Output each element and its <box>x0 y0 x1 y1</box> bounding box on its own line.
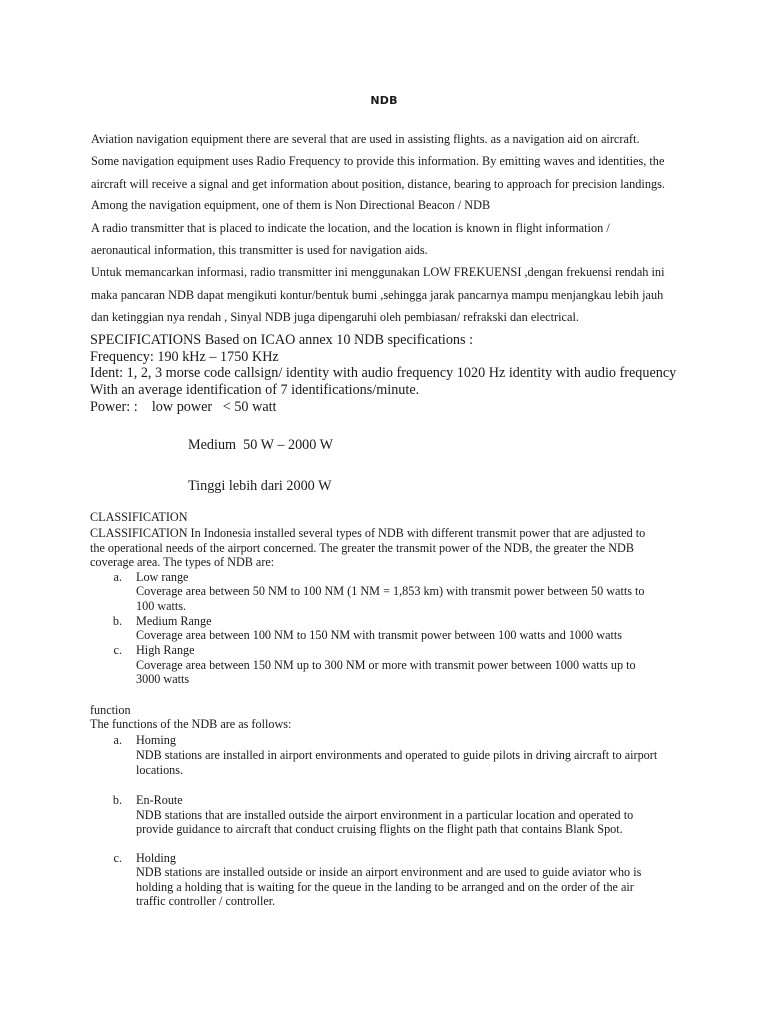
list-item-line: NDB stations are installed in airport environments and operated to guide pilots in driving aircraft to airport <box>136 748 658 762</box>
list-item-title: Homing <box>136 733 176 747</box>
spec-line: Ident: 1, 2, 3 morse code callsign/ identity with audio frequency 1020 Hz identity with audio frequency <box>90 365 677 381</box>
intro-line: aircraft will receive a signal and get information about position, distance, bearing to approach for precision landings. <box>91 177 666 191</box>
list-item-title: Medium Range <box>136 614 212 628</box>
list-item-title: En-Route <box>136 793 183 807</box>
classification-intro-line: CLASSIFICATION In Indonesia installed several types of NDB with different transmit power that are adjusted to <box>90 526 646 540</box>
list-item-line: 100 watts. <box>136 599 187 613</box>
intro-line: Untuk memancarkan informasi, radio transmitter ini menggunakan LOW FREKUENSI ,dengan frekuensi rendah ini <box>91 265 665 279</box>
function-intro: The functions of the NDB are as follows: <box>90 717 292 731</box>
intro-line: dan ketinggian nya rendah , Sinyal NDB juga dipengaruhi oleh pembiasan/ refrakski dan electrical. <box>91 310 579 324</box>
spec-power-line: Power: : low power < 50 watt <box>90 399 277 415</box>
list-item-title: Holding <box>136 851 176 865</box>
list-marker: a. <box>113 733 122 747</box>
classification-intro-line: the operational needs of the airport concerned. The greater the transmit power of the NDB, the greater the NDB <box>90 541 634 555</box>
list-item-line: NDB stations that are installed outside the airport environment in a particular location and operated to <box>136 808 634 822</box>
spec-power-medium: Medium 50 W – 2000 W <box>188 437 334 453</box>
spec-line: Frequency: 190 kHz – 1750 KHz <box>90 349 279 365</box>
list-item-line: Coverage area between 100 NM to 150 NM with transmit power between 100 watts and 1000 watts <box>136 628 623 642</box>
list-item-line: Coverage area between 50 NM to 100 NM (1 NM = 1,853 km) with transmit power between 50 watts to <box>136 584 645 598</box>
list-marker: b. <box>112 793 122 807</box>
document-title: NDB <box>370 94 398 107</box>
spec-line: SPECIFICATIONS Based on ICAO annex 10 NDB specifications : <box>90 332 474 348</box>
spec-line: With an average identification of 7 identifications/minute. <box>90 382 420 398</box>
classification-intro-line: coverage area. The types of NDB are: <box>90 555 275 569</box>
list-marker: b. <box>112 614 122 628</box>
spec-power-tinggi: Tinggi lebih dari 2000 W <box>188 478 332 494</box>
intro-line: Among the navigation equipment, one of them is Non Directional Beacon / NDB <box>91 198 491 212</box>
list-item-line: traffic controller / controller. <box>136 894 276 908</box>
list-item-title: Low range <box>136 570 189 584</box>
list-marker: c. <box>113 851 122 865</box>
list-item-line: Coverage area between 150 NM up to 300 NM or more with transmit power between 1000 watts up to <box>136 658 636 672</box>
intro-line: A radio transmitter that is placed to indicate the location, and the location is known in flight information / <box>91 221 610 235</box>
classification-heading: CLASSIFICATION <box>90 510 188 524</box>
function-heading: function <box>90 703 131 717</box>
list-item-line: holding a holding that is waiting for the queue in the landing to be arranged and on the order of the air <box>136 880 634 894</box>
intro-line: maka pancaran NDB dapat mengikuti kontur/bentuk bumi ,sehingga jarak pancarnya mampu menjangkau lebih jauh <box>91 288 664 302</box>
list-item-line: locations. <box>136 763 184 777</box>
intro-line: aeronautical information, this transmitter is used for navigation aids. <box>91 243 428 257</box>
intro-line: Aviation navigation equipment there are several that are used in assisting flights. as a navigation aid on aircraft. <box>91 132 640 146</box>
list-item-line: provide guidance to aircraft that conduct cruising flights on the flight path that contains Blank Spot. <box>136 822 623 836</box>
list-item-line: NDB stations are installed outside or inside an airport environment and are used to guide aviator who is <box>136 865 642 879</box>
list-item-line: 3000 watts <box>136 672 190 686</box>
list-item-title: High Range <box>136 643 195 657</box>
intro-line: Some navigation equipment uses Radio Frequency to provide this information. By emitting waves and identities, the <box>91 154 665 168</box>
list-marker: c. <box>113 643 122 657</box>
list-marker: a. <box>113 570 122 584</box>
